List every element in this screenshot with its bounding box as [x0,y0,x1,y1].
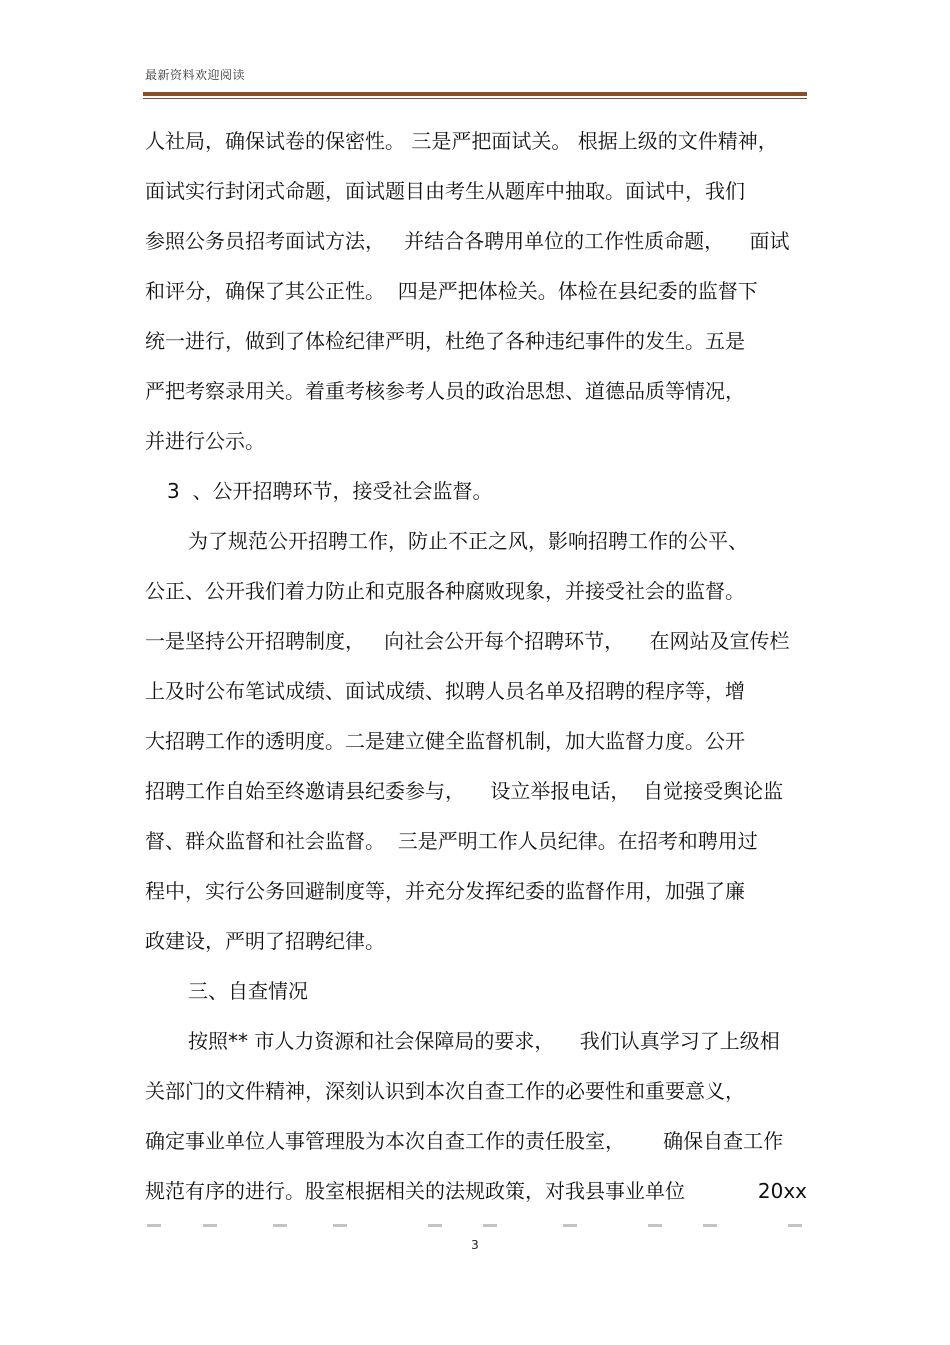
text-line: 规范有序的进行。股室根据相关的法规政策，对我县事业单位 [145,1179,685,1203]
section-heading: 3 、公开招聘环节，接受社会监督。 [167,479,493,503]
text-line: 程中，实行公务回避制度等，并充分发挥纪委的监督作用，加强了廉 [145,879,745,903]
text-line: 并进行公示。 [145,429,265,453]
section-heading: 三、自查情况 [188,979,308,1003]
text-line: 面试实行封闭式命题，面试题目由考生从题库中抽取。面试中，我们 [145,179,745,203]
text-line: 确定事业单位人事管理股为本次自查工作的责任股室， 确保自查工作 [145,1129,784,1153]
text-line: 为了规范公开招聘工作，防止不正之风，影响招聘工作的公平、 [188,529,748,553]
text-line: 上及时公布笔试成绩、面试成绩、拟聘人员名单及招聘的程序等，增 [145,679,745,703]
text-line: 关部门的文件精神，深刻认识到本次自查工作的必要性和重要意义， [145,1079,745,1103]
header-rule-thick [143,92,807,96]
text-line: 一是坚持公开招聘制度， 向社会公开每个招聘环节， 在网站及宣传栏 [145,629,790,653]
text-line: 政建设，严明了招聘纪律。 [145,929,385,953]
page-number: 3 [471,1238,479,1252]
text-line: 参照公务员招考面试方法， 并结合各聘用单位的工作性质命题， 面试 [145,229,790,253]
text-line: 按照** 市人力资源和社会保障局的要求， 我们认真学习了上级相 [188,1029,780,1053]
text-line: 督、群众监督和社会监督。 三是严明工作人员纪律。在招考和聘用过 [145,829,758,853]
page-header-title: 最新资料欢迎阅读 [145,68,246,82]
text-line-trailing: 20xx [757,1179,807,1203]
text-line: 统一进行，做到了体检纪律严明，杜绝了各种违纪事件的发生。五是 [145,329,745,353]
text-line: 公正、公开我们着力防止和克服各种腐败现象，并接受社会的监督。 [145,579,745,603]
header-rule-thin [143,98,807,99]
text-line: 人社局，确保试卷的保密性。 三是严把面试关。 根据上级的文件精神， [145,129,778,153]
text-line: 严把考察录用关。着重考核参考人员的政治思想、道德品质等情况， [145,379,745,403]
cut-off-text-row [143,1224,807,1230]
text-line: 招聘工作自始至终邀请县纪委参与， 设立举报电话， 自觉接受舆论监 [145,779,784,803]
text-line: 大招聘工作的透明度。二是建立健全监督机制，加大监督力度。公开 [145,729,745,753]
text-line: 和评分，确保了其公正性。 四是严把体检关。体检在县纪委的监督下 [145,279,758,303]
